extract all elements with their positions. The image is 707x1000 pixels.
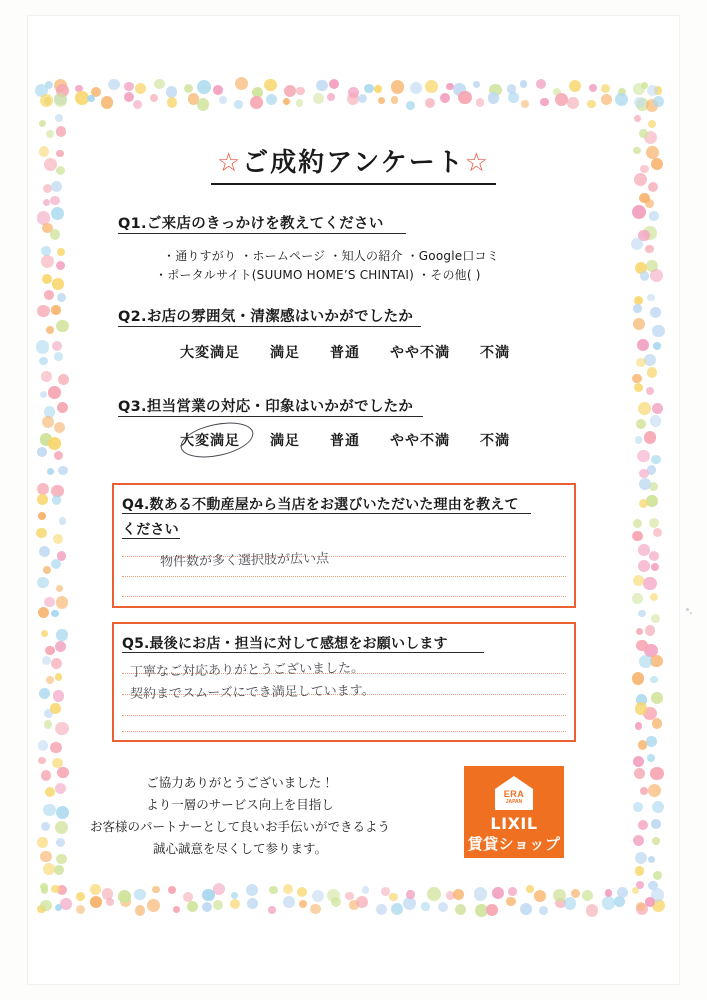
house-icon <box>494 775 534 811</box>
q4-label-underline-2 <box>122 538 180 539</box>
star-left-icon: ☆ <box>216 148 243 178</box>
question-q3-label: Q3.担当営業の対応・印象はいかがでしたか <box>118 399 414 415</box>
q5-label: Q5.最後にお店・担当に対して感想をお願いします <box>122 636 448 652</box>
footer-line-4: 誠心誠意を尽くして参ります。 <box>152 841 327 856</box>
q5-handwritten-answer-2: 契約までスムーズにでき満足しています。 <box>129 683 375 702</box>
q4-handwritten-answer-1: 物件数が多く選択肢が広い点 <box>159 551 330 570</box>
q5-writing-line-4 <box>122 731 566 732</box>
question-q3-scale[interactable]: 大変満足 満足 普通 やや不満 不満 <box>180 433 510 449</box>
star-right-icon: ☆ <box>464 148 491 178</box>
q5-label-underline <box>122 652 484 653</box>
q4-label-line2: ください <box>122 522 179 538</box>
question-q2-label: Q2.お店の雰囲気・清潔感はいかがでしたか <box>118 309 414 325</box>
footer-line-2: より一層のサービス向上を目指し <box>146 797 334 812</box>
question-q2-scale[interactable]: 大変満足 満足 普通 やや不満 不満 <box>180 345 510 361</box>
era-text: ERA <box>503 789 525 799</box>
q5-writing-line-3 <box>122 715 566 716</box>
q4-writing-line-3 <box>122 596 566 597</box>
lixil-brand-text: LIXIL <box>490 814 538 833</box>
shop-text: 賃貸ショップ <box>467 835 561 853</box>
question-q1-options-line1[interactable]: ・通りすがり ・ホームページ ・知人の紹介 ・Google口コミ <box>163 249 499 263</box>
question-q1-label: Q1.ご来店のきっかけを教えてください <box>118 216 384 232</box>
question-q2-underline <box>118 326 421 327</box>
title-text: ご成約アンケート <box>242 148 465 178</box>
footer-line-1: ご協力ありがとうございました！ <box>146 775 334 790</box>
q5-handwritten-answer-1: 丁寧なご対応ありがとうございました。 <box>129 660 365 680</box>
scan-speck <box>686 608 689 611</box>
q4-label-line1: Q4.数ある不動産屋から当店をお選びいただいた理由を教えて <box>122 497 519 513</box>
question-q1-options-line2[interactable]: ・ポータルサイト(SUUMO HOME’S CHINTAI) ・その他( ) <box>155 268 481 282</box>
question-q3-underline <box>118 416 423 417</box>
q4-writing-line-2 <box>122 576 566 577</box>
title-container <box>0 142 707 185</box>
footer-line-3: お客様のパートナーとして良いお手伝いができるよう <box>89 819 390 834</box>
page-title <box>211 142 496 185</box>
footer-message <box>0 772 480 860</box>
scan-speck <box>690 612 692 614</box>
question-q1-underline <box>118 233 406 234</box>
lixil-era-logo <box>464 766 564 858</box>
q4-label-underline-1 <box>122 513 531 514</box>
japan-text: JAPAN <box>505 799 523 805</box>
